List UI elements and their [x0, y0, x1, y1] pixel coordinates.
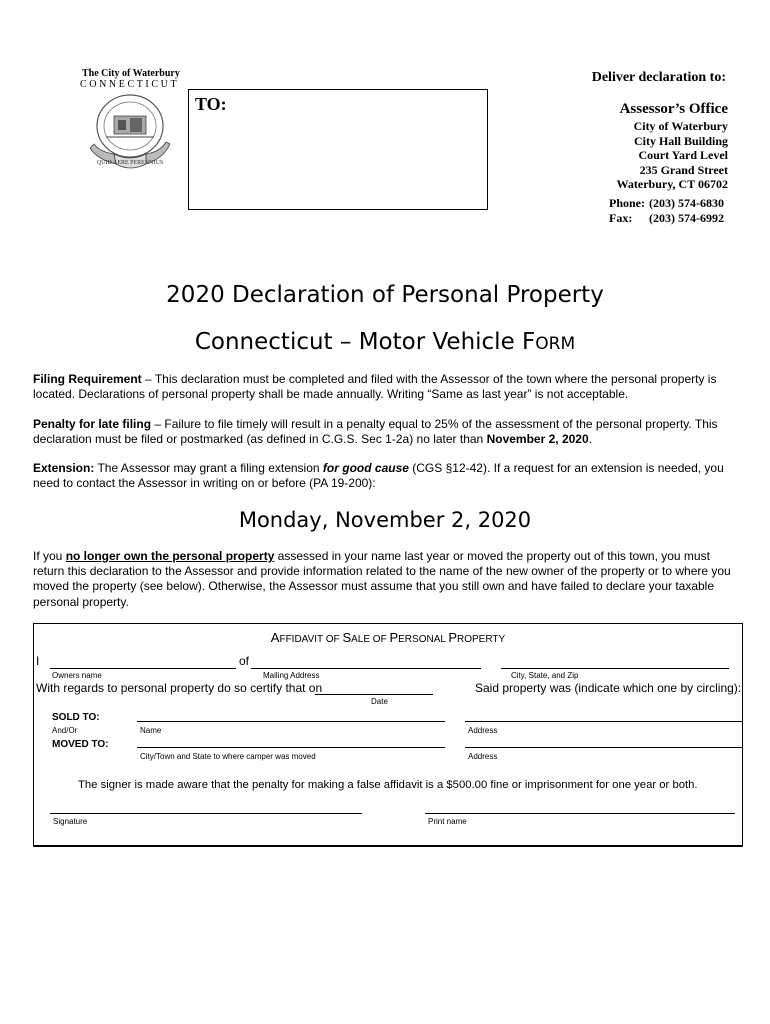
- notice-text: If you: [33, 549, 66, 563]
- extension-label: Extension:: [33, 461, 95, 475]
- title-part: ALE OF: [351, 634, 390, 645]
- penalty-end: .: [588, 432, 592, 447]
- city-name: The City of Waterbury: [82, 68, 180, 79]
- penalty-label: Penalty for late filing: [33, 417, 152, 431]
- fax-label: Fax:: [609, 211, 633, 225]
- of-label: of: [239, 654, 250, 668]
- signature-field[interactable]: [50, 813, 362, 814]
- print-name-label: Print name: [428, 817, 467, 826]
- moved-address-field[interactable]: [465, 747, 743, 748]
- certify-text: With regards to personal property do so certify that on: [36, 681, 323, 695]
- city-town-label: City/Town and State to where camper was moved: [140, 752, 316, 761]
- address-line: Court Yard Level: [638, 148, 728, 163]
- title-part: S: [342, 630, 352, 645]
- title-part: ERSONAL: [398, 634, 449, 645]
- address-line: Waterbury, CT 06702: [616, 177, 728, 192]
- filing-requirement-paragraph: [33, 372, 741, 402]
- notice-underlined: no longer own the personal property: [65, 549, 275, 563]
- address-line: City Hall Building: [633, 133, 728, 148]
- affidavit-box: [33, 623, 743, 847]
- title-part: ROPERTY: [457, 634, 506, 645]
- office-name: Assessor’s Office: [619, 101, 728, 117]
- page-title: 2020 Declaration of Personal Property: [166, 282, 604, 308]
- city-seal-icon: [84, 92, 184, 174]
- address-label-2: Address: [468, 752, 498, 761]
- to-label: TO:: [195, 94, 227, 114]
- state-name: CONNECTICUT: [80, 79, 180, 90]
- subtitle-main: Connecticut – Motor Vehicle F: [194, 329, 536, 355]
- mailing-address-field[interactable]: [251, 668, 481, 669]
- i-label: I: [36, 654, 40, 668]
- name-label: Name: [140, 726, 162, 735]
- date-field[interactable]: [315, 694, 433, 695]
- circling-text: Said property was (indicate which one by circling):: [475, 681, 742, 695]
- deliver-label: Deliver declaration to:: [591, 70, 726, 85]
- city-state-zip-field[interactable]: [501, 668, 729, 669]
- sold-to-option[interactable]: SOLD TO:: [52, 712, 100, 723]
- affidavit-title: [34, 630, 742, 645]
- penalty-paragraph: [33, 417, 741, 447]
- phone-number: (203) 574-6830: [649, 196, 724, 210]
- date-label: Date: [371, 697, 388, 706]
- title-part: P: [389, 630, 399, 645]
- filing-text: – This declaration must be completed and filed with the Assessor of the town where the personal property is located. Declarations of personal property shall be made annually. Writing “Same as last year” is not acceptable.: [33, 372, 717, 402]
- moved-to-option[interactable]: MOVED TO:: [52, 739, 109, 750]
- owners-name-field[interactable]: [50, 668, 236, 669]
- seal-motto: QUID AERE PERENNIUS: [96, 160, 164, 166]
- and-or-label: And/Or: [52, 726, 78, 735]
- fax-number: (203) 574-6992: [649, 211, 724, 225]
- title-part: A: [270, 630, 280, 645]
- extension-cause: for good cause: [322, 461, 409, 475]
- city-state-zip-label: City, State, and Zip: [511, 671, 579, 680]
- false-affidavit-notice: The signer is made aware that the penalty for making a false affidavit is a $500.00 fine or imprisonment for one year or both.: [78, 779, 698, 791]
- notice-paragraph: [33, 549, 741, 610]
- extension-text-2: (CGS §12-42). If a request for an extension is needed, you need to contact the Assessor in writing on or before (PA 19-200):: [33, 461, 724, 491]
- extension-paragraph: [33, 461, 741, 491]
- address-line: City of Waterbury: [633, 119, 728, 133]
- penalty-text: – Failure to file timely will result in a penalty equal to 25% of the assessment of the personal property. This declaration must be filed or postmarked (as defined in C.G.S. Sec 1-2a) no later than: [33, 417, 718, 447]
- penalty-date: November 2, 2020: [486, 432, 589, 447]
- extension-text: The Assessor may grant a filing extension: [94, 461, 323, 475]
- mailing-address-label: Mailing Address: [263, 671, 320, 680]
- notice-text-2: assessed in your name last year or moved the property out of this town, you must return this declaration to the Assessor and provide information related to the name of the new owner of the property or to where you moved the property (see below). Otherwise, the Assessor must assume that you still own and have failed to declare your taxable personal property.: [33, 549, 731, 609]
- address-line: 235 Grand Street: [639, 162, 728, 177]
- filing-label: Filing Requirement: [33, 372, 142, 386]
- new-owner-name-field[interactable]: [137, 721, 445, 722]
- owners-name-label: Owners name: [52, 671, 102, 680]
- to-address-box[interactable]: [188, 89, 488, 210]
- new-owner-address-field[interactable]: [465, 721, 743, 722]
- form-subtitle: [0, 329, 770, 355]
- office-contact: [609, 196, 724, 226]
- title-part: FFIDAVIT OF: [279, 634, 343, 645]
- signature-label: Signature: [53, 817, 88, 826]
- office-address: [617, 119, 728, 192]
- title-part: P: [448, 630, 458, 645]
- deadline-date: Monday, November 2, 2020: [238, 508, 532, 532]
- subtitle-smallcaps: ORM: [535, 334, 576, 354]
- print-name-field[interactable]: [425, 813, 735, 814]
- moved-city-town-field[interactable]: [137, 747, 445, 748]
- address-label: Address: [468, 726, 498, 735]
- phone-label: Phone:: [609, 196, 645, 210]
